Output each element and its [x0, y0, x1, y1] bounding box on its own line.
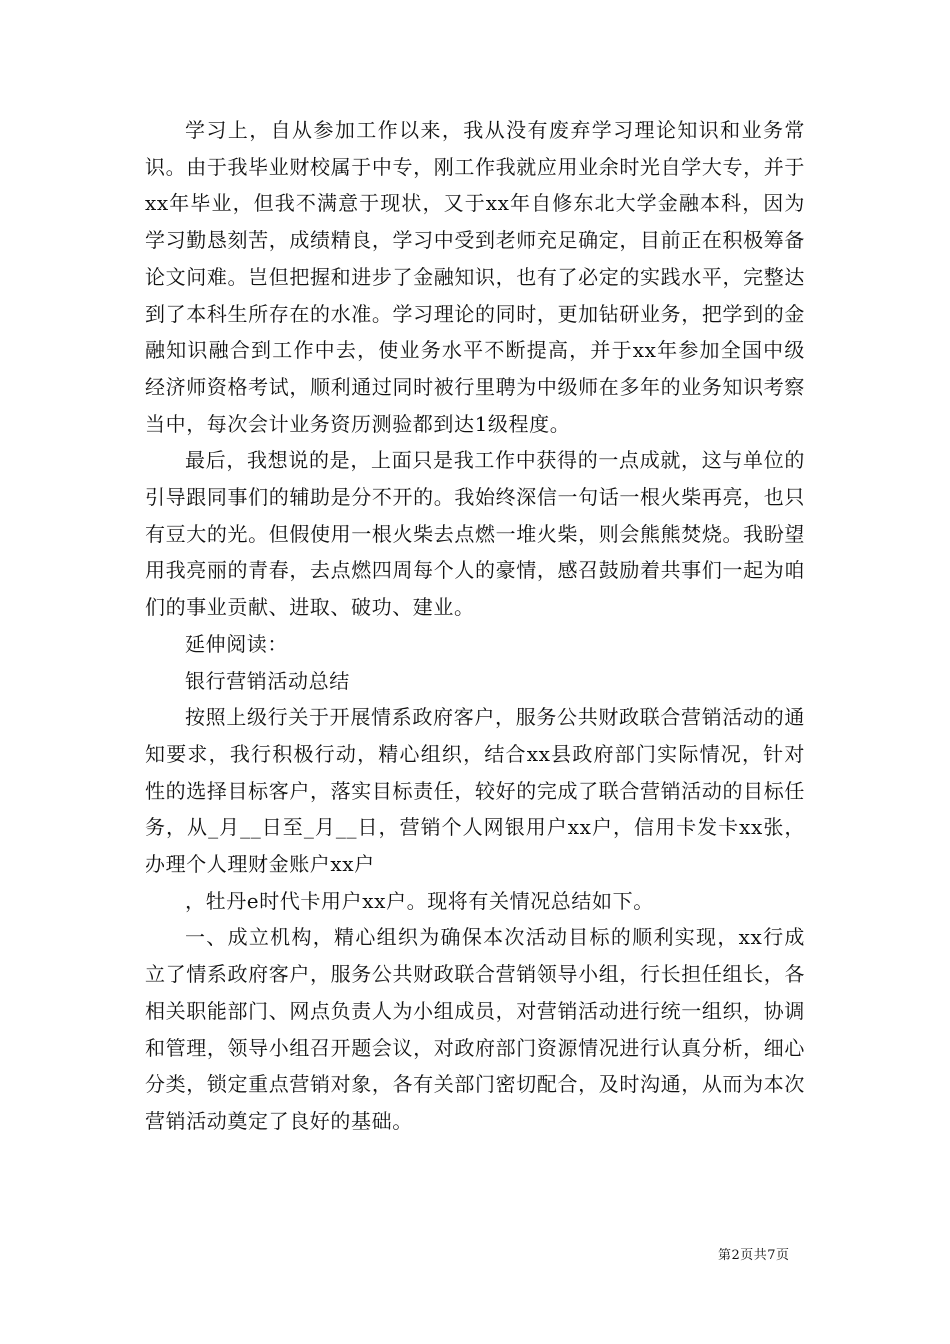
paragraph-activity-intro: 按照上级行关于开展情系政府客户，服务公共财政联合营销活动的通知要求，我行积极行动，精心组织，结合xx县政府部门实际情况，针对性的选择目标客户，落实目标责任，较好的完成了联合营销活动的目标任务，从_月__日至_月__日，营销个人网银用户xx户，信用卡发卡xx张，办理个人理财金账户xx户: [145, 705, 805, 877]
paragraph-conclusion: 最后，我想说的是，上面只是我工作中获得的一点成就，这与单位的引导跟同事们的辅助是分不开的。我始终深信一句话一根火柴再亮，也只有豆大的光。但假使用一根火柴去点燃一堆火柴，则会熊熊焚烧。我盼望用我亮丽的青春，去点燃四周每个人的豪情，感召鼓励着共事们一起为咱们的事业贡献、进取、破功、建业。: [145, 448, 805, 620]
paragraph-study: 学习上，自从参加工作以来，我从没有废弃学习理论知识和业务常识。由于我毕业财校属于中专，刚工作我就应用业余时光自学大专，并于xx年毕业，但我不满意于现状，又于xx年自修东北大学金融本科，因为学习勤恳刻苦，成绩精良，学习中受到老师充足确定，目前正在积极筹备论文问难。岂但把握和进步了金融知识，也有了必定的实践水平，完整达到了本科生所存在的水准。学习理论的同时，更加钻研业务，把学到的金融知识融合到工作中去，使业务水平不断提高，并于xx年参加全国中级经济师资格考试，顺利通过同时被行里聘为中级师在多年的业务知识考察当中，每次会计业务资历测验都到达1级程度。: [145, 118, 805, 436]
page-number-footer: 第2页共7页: [718, 1248, 790, 1263]
document-body: [145, 112, 805, 1140]
paragraph-activity-intro-continued: ，牡丹e时代卡用户xx户。现将有关情况总结如下。: [185, 888, 654, 913]
paragraph-organization: 一、成立机构，精心组织为确保本次活动目标的顺利实现，xx行成立了情系政府客户，服务公共财政联合营销领导小组，行长担任组长，各相关职能部门、网点负责人为小组成员，对营销活动进行统一组织，协调和管理，领导小组召开题会议，对政府部门资源情况进行认真分析，细心分类，锁定重点营销对象，各有关部门密切配合，及时沟通，从而为本次营销活动奠定了良好的基础。: [145, 925, 805, 1133]
paragraph-extended-reading-label: 延伸阅读：: [185, 631, 288, 656]
paragraph-section-title: 银行营销活动总结: [185, 668, 350, 693]
